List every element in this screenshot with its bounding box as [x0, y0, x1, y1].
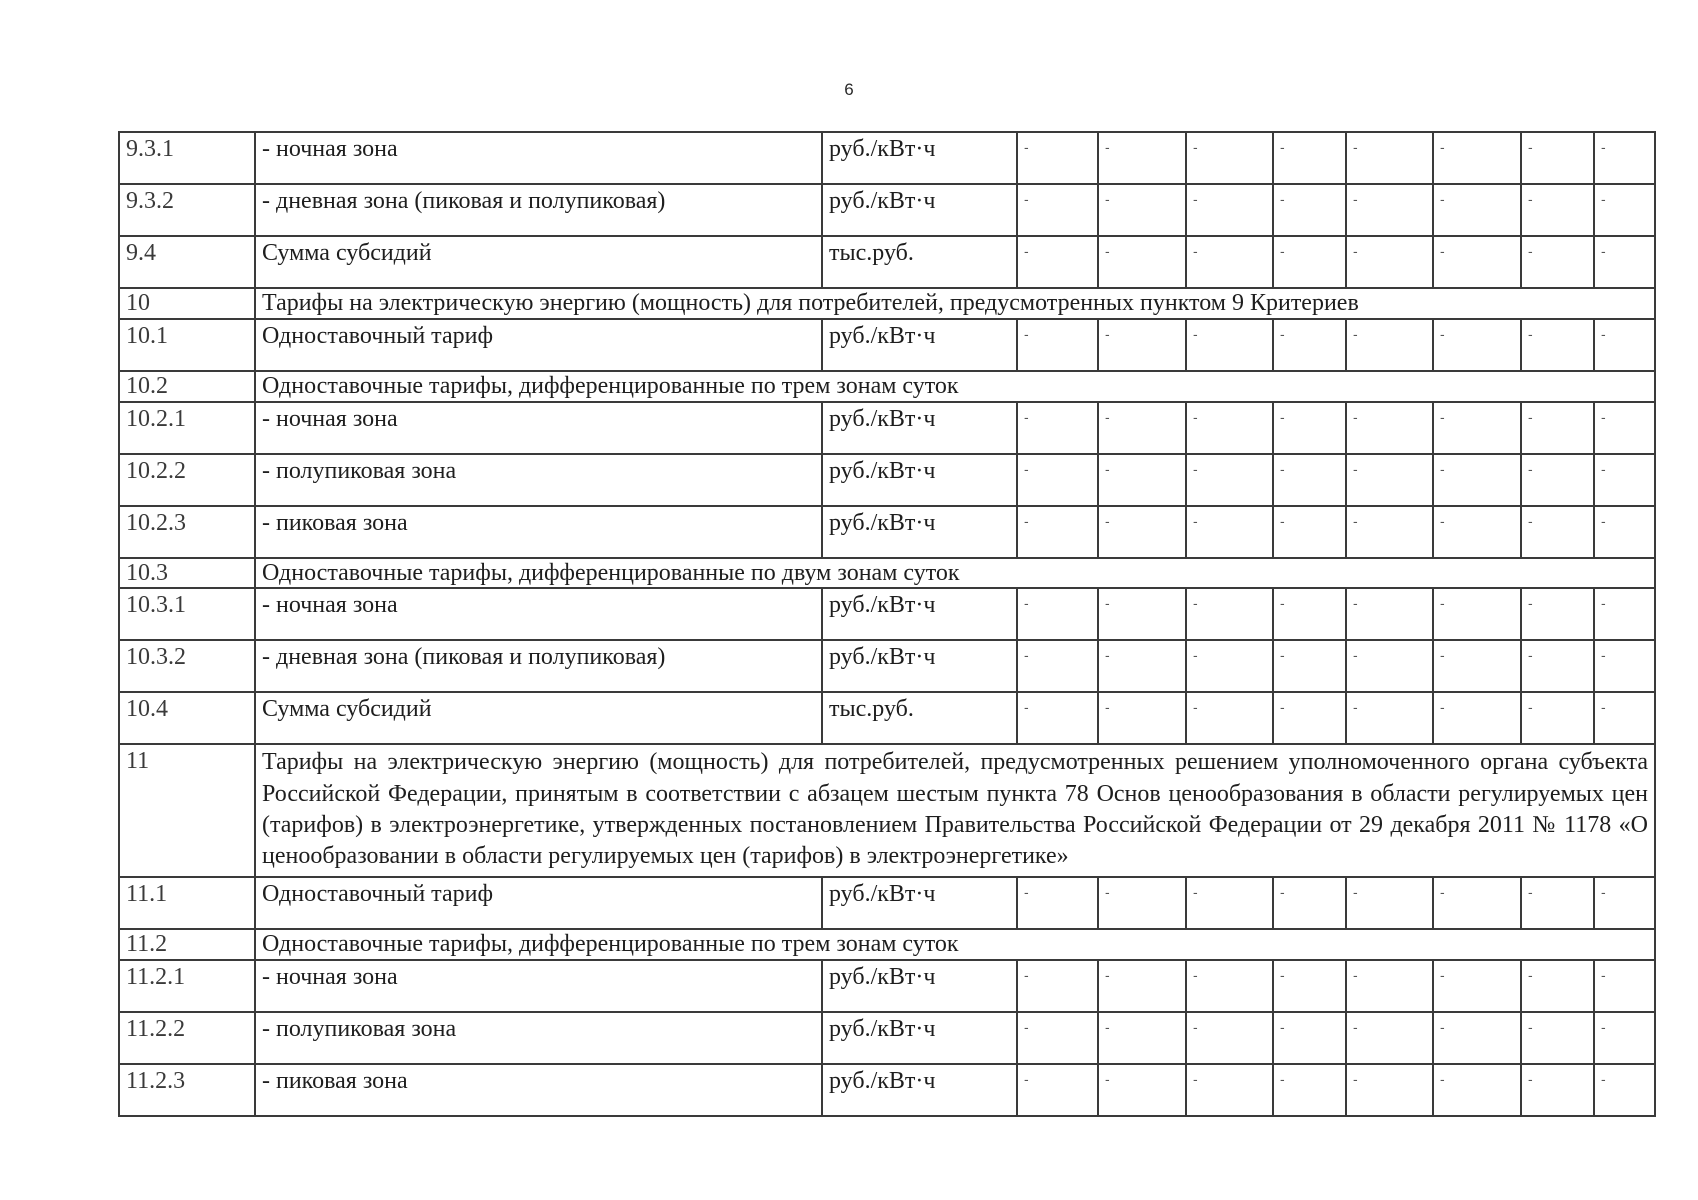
value-cell: - [1594, 132, 1655, 184]
value-cell: - [1273, 1012, 1346, 1064]
row-unit: тыс.руб. [822, 236, 1017, 288]
value-cell: - [1017, 1064, 1098, 1116]
value-cell: - [1273, 640, 1346, 692]
row-number: 11.2.2 [119, 1012, 255, 1064]
value-cell: - [1098, 236, 1186, 288]
row-unit: руб./кВт·ч [822, 588, 1017, 640]
value-cell: - [1273, 236, 1346, 288]
value-cell: - [1017, 877, 1098, 929]
row-number: 11.1 [119, 877, 255, 929]
value-cell: - [1098, 588, 1186, 640]
value-cell: - [1186, 1012, 1273, 1064]
value-cell: - [1186, 640, 1273, 692]
value-cell: - [1594, 1012, 1655, 1064]
value-cell: - [1273, 132, 1346, 184]
value-cell: - [1433, 1064, 1521, 1116]
value-cell: - [1594, 506, 1655, 558]
row-label: - дневная зона (пиковая и полупиковая) [255, 640, 822, 692]
value-cell: - [1186, 402, 1273, 454]
value-cell: - [1273, 588, 1346, 640]
value-cell: - [1017, 506, 1098, 558]
value-cell: - [1273, 960, 1346, 1012]
section-header-row [119, 558, 1655, 589]
row-number: 10.3.1 [119, 588, 255, 640]
value-cell: - [1521, 640, 1594, 692]
section-header-row [119, 371, 1655, 402]
value-cell: - [1098, 1012, 1186, 1064]
section-header-text: Тарифы на электрическую энергию (мощность) для потребителей, предусмотренных пунктом 9 Критериев [255, 288, 1655, 319]
row-label: - дневная зона (пиковая и полупиковая) [255, 184, 822, 236]
row-unit: руб./кВт·ч [822, 640, 1017, 692]
row-number: 10.2.1 [119, 402, 255, 454]
value-cell: - [1098, 640, 1186, 692]
row-number: 10.3.2 [119, 640, 255, 692]
row-number: 11.2.3 [119, 1064, 255, 1116]
table-body [119, 132, 1655, 1116]
row-number: 10.2.3 [119, 506, 255, 558]
value-cell: - [1346, 692, 1433, 744]
section-header-row [119, 288, 1655, 319]
page-number: 6 [844, 80, 854, 99]
row-label: - пиковая зона [255, 1064, 822, 1116]
row-unit: руб./кВт·ч [822, 402, 1017, 454]
section-header-text: Одноставочные тарифы, дифференцированные по двум зонам суток [255, 558, 1655, 589]
row-label: Одноставочный тариф [255, 877, 822, 929]
row-label: - ночная зона [255, 132, 822, 184]
value-cell: - [1594, 960, 1655, 1012]
row-label: - ночная зона [255, 402, 822, 454]
row-number: 10.4 [119, 692, 255, 744]
value-cell: - [1521, 184, 1594, 236]
value-cell: - [1098, 877, 1186, 929]
value-cell: - [1186, 319, 1273, 371]
value-cell: - [1017, 1012, 1098, 1064]
value-cell: - [1273, 692, 1346, 744]
value-cell: - [1521, 960, 1594, 1012]
row-number: 11 [119, 744, 255, 877]
value-cell: - [1186, 588, 1273, 640]
value-cell: - [1346, 132, 1433, 184]
value-cell: - [1433, 184, 1521, 236]
table-row [119, 960, 1655, 1012]
value-cell: - [1017, 402, 1098, 454]
value-cell: - [1594, 236, 1655, 288]
row-label: Сумма субсидий [255, 236, 822, 288]
value-cell: - [1433, 877, 1521, 929]
value-cell: - [1186, 692, 1273, 744]
value-cell: - [1273, 402, 1346, 454]
value-cell: - [1346, 960, 1433, 1012]
row-label: - полупиковая зона [255, 454, 822, 506]
row-unit: руб./кВт·ч [822, 506, 1017, 558]
value-cell: - [1098, 132, 1186, 184]
value-cell: - [1098, 1064, 1186, 1116]
row-number: 9.3.2 [119, 184, 255, 236]
row-label: Одноставочный тариф [255, 319, 822, 371]
row-number: 10.2.2 [119, 454, 255, 506]
value-cell: - [1433, 506, 1521, 558]
value-cell: - [1594, 640, 1655, 692]
section-header-row [119, 929, 1655, 960]
value-cell: - [1594, 877, 1655, 929]
section-header-row [119, 744, 1655, 877]
value-cell: - [1186, 132, 1273, 184]
value-cell: - [1273, 1064, 1346, 1116]
value-cell: - [1346, 454, 1433, 506]
value-cell: - [1017, 692, 1098, 744]
value-cell: - [1186, 236, 1273, 288]
value-cell: - [1521, 588, 1594, 640]
value-cell: - [1521, 877, 1594, 929]
value-cell: - [1017, 319, 1098, 371]
row-number: 11.2.1 [119, 960, 255, 1012]
value-cell: - [1433, 132, 1521, 184]
row-label: - ночная зона [255, 960, 822, 1012]
value-cell: - [1594, 319, 1655, 371]
value-cell: - [1098, 506, 1186, 558]
value-cell: - [1017, 588, 1098, 640]
value-cell: - [1346, 877, 1433, 929]
table-row [119, 184, 1655, 236]
value-cell: - [1273, 506, 1346, 558]
value-cell: - [1273, 877, 1346, 929]
table-row [119, 1012, 1655, 1064]
value-cell: - [1017, 454, 1098, 506]
row-number: 10 [119, 288, 255, 319]
table-row [119, 877, 1655, 929]
value-cell: - [1273, 319, 1346, 371]
value-cell: - [1017, 640, 1098, 692]
row-label: - пиковая зона [255, 506, 822, 558]
value-cell: - [1346, 236, 1433, 288]
value-cell: - [1346, 402, 1433, 454]
value-cell: - [1186, 184, 1273, 236]
row-unit: тыс.руб. [822, 692, 1017, 744]
table-row [119, 454, 1655, 506]
value-cell: - [1433, 640, 1521, 692]
row-unit: руб./кВт·ч [822, 1064, 1017, 1116]
value-cell: - [1098, 960, 1186, 1012]
value-cell: - [1346, 319, 1433, 371]
value-cell: - [1017, 960, 1098, 1012]
table-row [119, 402, 1655, 454]
value-cell: - [1273, 454, 1346, 506]
row-label: - ночная зона [255, 588, 822, 640]
value-cell: - [1433, 1012, 1521, 1064]
table-row [119, 319, 1655, 371]
row-number: 10.1 [119, 319, 255, 371]
value-cell: - [1521, 132, 1594, 184]
value-cell: - [1521, 319, 1594, 371]
value-cell: - [1186, 877, 1273, 929]
value-cell: - [1521, 692, 1594, 744]
value-cell: - [1017, 184, 1098, 236]
value-cell: - [1521, 506, 1594, 558]
value-cell: - [1433, 588, 1521, 640]
table-row [119, 132, 1655, 184]
value-cell: - [1594, 454, 1655, 506]
row-unit: руб./кВт·ч [822, 454, 1017, 506]
value-cell: - [1186, 454, 1273, 506]
value-cell: - [1273, 184, 1346, 236]
row-number: 9.3.1 [119, 132, 255, 184]
row-unit: руб./кВт·ч [822, 319, 1017, 371]
value-cell: - [1098, 184, 1186, 236]
value-cell: - [1186, 506, 1273, 558]
section-header-text: Тарифы на электрическую энергию (мощность) для потребителей, предусмотренных решением уполномоченного органа субъекта Российской Федерации, принятым в соответствии с абзацем шестым пункта 78 Основ ценообразования в области регулируемых цен (тарифов) в электроэнергетике, утвержденных постановлением Правительства Российской Федерации от 29 декабря 2011 № 1178 «О ценообразовании в области регулируемых цен (тарифов) в электроэнергетике» [255, 744, 1655, 877]
value-cell: - [1346, 588, 1433, 640]
value-cell: - [1594, 184, 1655, 236]
value-cell: - [1017, 132, 1098, 184]
table-row [119, 692, 1655, 744]
row-label: Сумма субсидий [255, 692, 822, 744]
value-cell: - [1433, 960, 1521, 1012]
value-cell: - [1433, 236, 1521, 288]
row-number: 10.2 [119, 371, 255, 402]
value-cell: - [1186, 960, 1273, 1012]
section-header-text: Одноставочные тарифы, дифференцированные по трем зонам суток [255, 929, 1655, 960]
row-number: 11.2 [119, 929, 255, 960]
value-cell: - [1521, 402, 1594, 454]
value-cell: - [1433, 402, 1521, 454]
tariff-table [118, 131, 1656, 1117]
value-cell: - [1594, 402, 1655, 454]
value-cell: - [1346, 640, 1433, 692]
value-cell: - [1594, 588, 1655, 640]
row-unit: руб./кВт·ч [822, 184, 1017, 236]
value-cell: - [1098, 319, 1186, 371]
value-cell: - [1521, 1012, 1594, 1064]
value-cell: - [1017, 236, 1098, 288]
value-cell: - [1098, 692, 1186, 744]
table-row [119, 640, 1655, 692]
value-cell: - [1433, 692, 1521, 744]
value-cell: - [1594, 1064, 1655, 1116]
value-cell: - [1186, 1064, 1273, 1116]
table-row [119, 588, 1655, 640]
value-cell: - [1346, 1012, 1433, 1064]
section-header-text: Одноставочные тарифы, дифференцированные по трем зонам суток [255, 371, 1655, 402]
row-unit: руб./кВт·ч [822, 877, 1017, 929]
value-cell: - [1433, 319, 1521, 371]
row-number: 9.4 [119, 236, 255, 288]
table-row [119, 1064, 1655, 1116]
value-cell: - [1346, 184, 1433, 236]
table-row [119, 236, 1655, 288]
value-cell: - [1346, 506, 1433, 558]
row-unit: руб./кВт·ч [822, 132, 1017, 184]
value-cell: - [1521, 454, 1594, 506]
value-cell: - [1521, 1064, 1594, 1116]
row-number: 10.3 [119, 558, 255, 589]
value-cell: - [1433, 454, 1521, 506]
row-unit: руб./кВт·ч [822, 1012, 1017, 1064]
value-cell: - [1521, 236, 1594, 288]
value-cell: - [1098, 402, 1186, 454]
row-unit: руб./кВт·ч [822, 960, 1017, 1012]
value-cell: - [1346, 1064, 1433, 1116]
row-label: - полупиковая зона [255, 1012, 822, 1064]
value-cell: - [1098, 454, 1186, 506]
table-row [119, 506, 1655, 558]
value-cell: - [1594, 692, 1655, 744]
